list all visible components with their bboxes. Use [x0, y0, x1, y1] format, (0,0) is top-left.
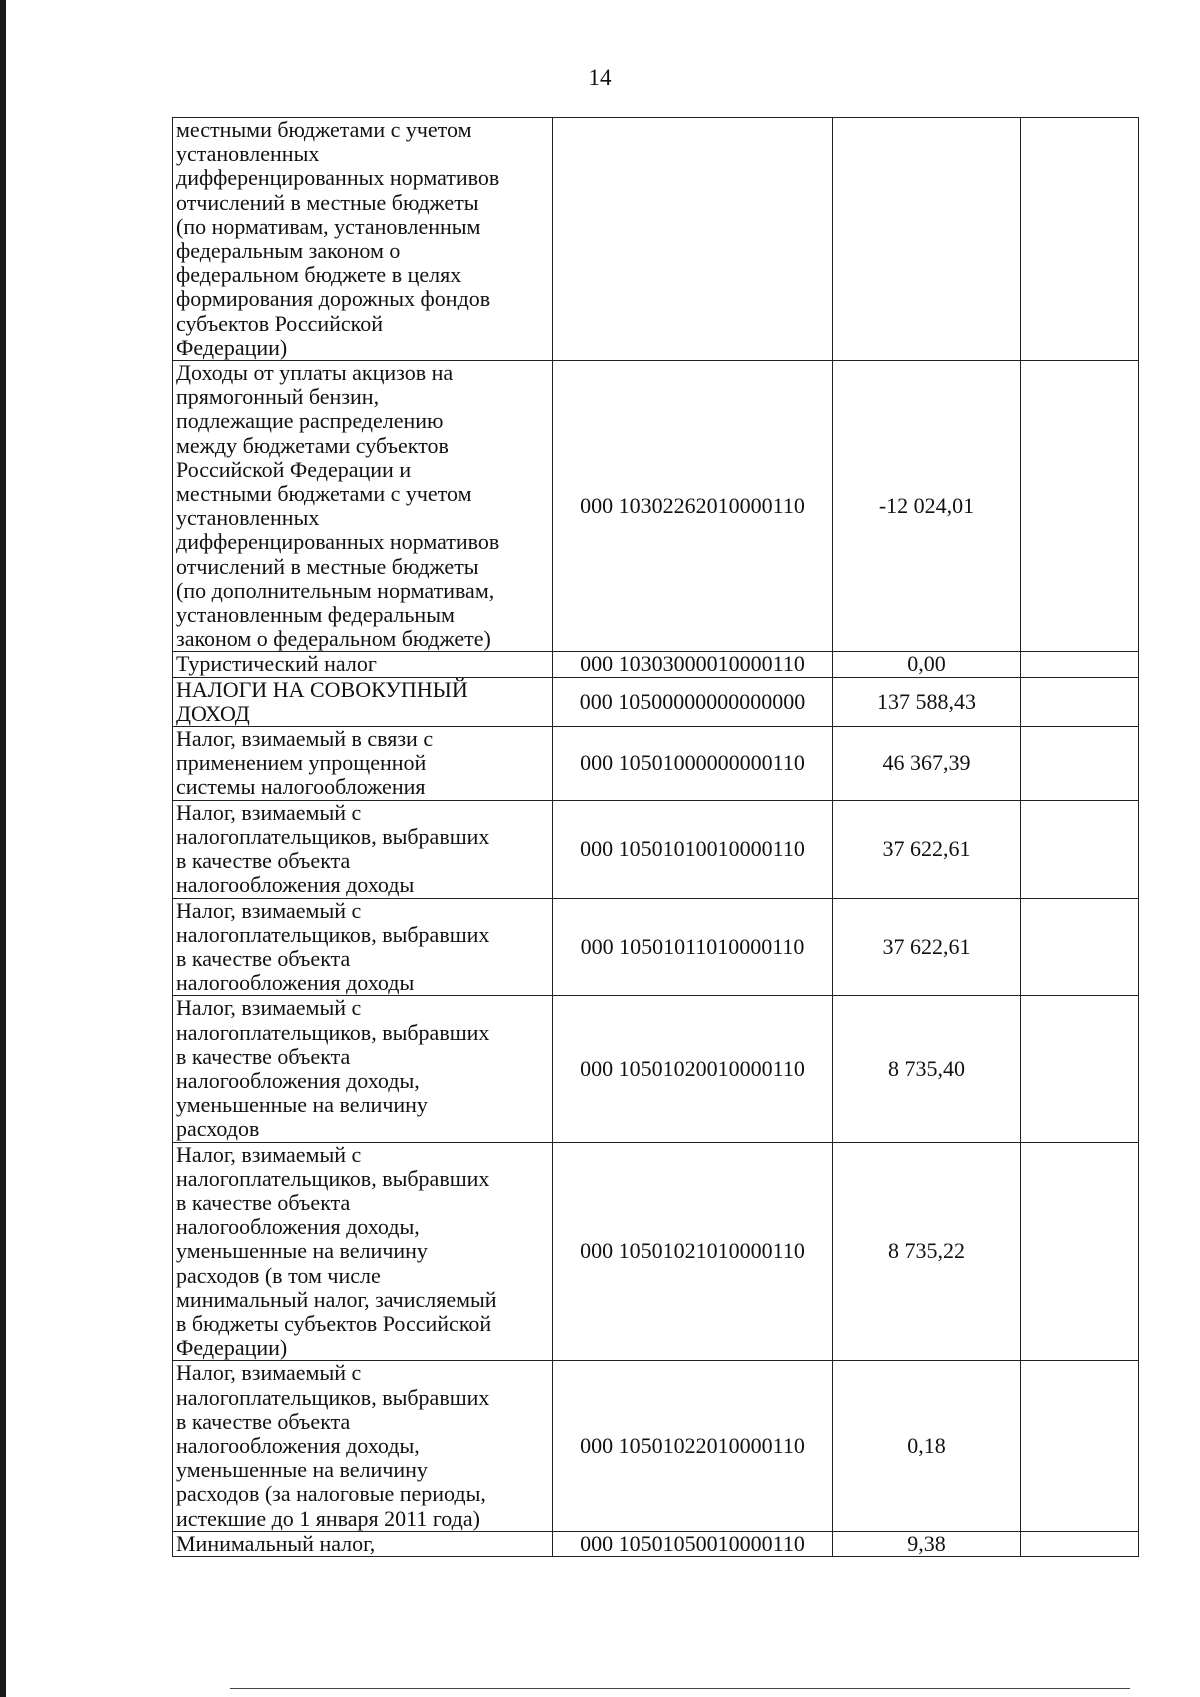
row-name-line: Налог, взимаемый с [176, 1360, 362, 1386]
row-name-line: Налог, взимаемый с [176, 897, 362, 923]
table-row [173, 677, 1139, 726]
row-extra-cell [1021, 652, 1139, 677]
row-name-line: применением упрощенной [176, 750, 427, 776]
row-name-line: минимальный налог, зачисляемый [176, 1286, 497, 1312]
row-name-cell [173, 361, 553, 652]
row-extra-cell [1021, 1142, 1139, 1361]
row-name-line: расходов (в том числе [176, 1262, 381, 1288]
row-name-line: ДОХОД [176, 700, 250, 726]
row-name-line: субъектов Российской [176, 310, 384, 336]
row-extra-cell [1021, 898, 1139, 996]
row-extra-cell [1021, 1531, 1139, 1556]
row-amount-cell: 46 367,39 [833, 727, 1021, 801]
row-name-line: налогообложения доходы [176, 970, 415, 996]
row-code-cell: 000 10501050010000110 [553, 1531, 833, 1556]
row-name-line: налогоплательщиков, выбравших [176, 1019, 490, 1045]
table-row [173, 1361, 1139, 1531]
row-name-line: Доходы от уплаты акцизов на [176, 360, 454, 386]
row-name-cell [173, 118, 553, 361]
row-amount-cell: 9,38 [833, 1531, 1021, 1556]
row-amount-cell: 8 735,40 [833, 996, 1021, 1142]
row-name-line: налогоплательщиков, выбравших [176, 1384, 490, 1410]
row-amount-cell: -12 024,01 [833, 361, 1021, 652]
row-amount-cell: 37 622,61 [833, 800, 1021, 898]
row-code-cell: 000 10500000000000000 [553, 677, 833, 726]
table-row [173, 898, 1139, 996]
row-name-line: Российской Федерации и [176, 456, 412, 482]
row-name-line: отчислений в местные бюджеты [176, 189, 479, 215]
revenue-table [172, 117, 1139, 1557]
row-name-line: в качестве объекта [176, 1408, 351, 1434]
row-extra-cell [1021, 727, 1139, 801]
row-name-line: Федерации) [176, 1335, 288, 1361]
row-name-line: дифференцированных нормативов [176, 529, 500, 555]
row-name-line: подлежащие распределению [176, 408, 444, 434]
row-name-line: системы налогообложения [176, 774, 426, 800]
row-name-cell [173, 677, 553, 726]
row-name-line: Налог, взимаемый с [176, 799, 362, 825]
row-name-line: в бюджеты субъектов Российской [176, 1310, 492, 1336]
row-name-line: дифференцированных нормативов [176, 165, 500, 191]
page-number: 14 [588, 65, 612, 90]
row-amount-cell: 0,18 [833, 1361, 1021, 1531]
table-row [173, 1142, 1139, 1361]
row-code-cell: 000 10501020010000110 [553, 996, 833, 1142]
table-row [173, 727, 1139, 801]
row-name-line: налогоплательщиков, выбравших [176, 823, 490, 849]
row-amount-cell: 137 588,43 [833, 677, 1021, 726]
row-name-line: налогообложения доходы [176, 872, 415, 898]
row-name-line: местными бюджетами с учетом [176, 117, 472, 142]
row-amount-cell: 8 735,22 [833, 1142, 1021, 1361]
row-name-cell [173, 898, 553, 996]
row-code-cell [553, 118, 833, 361]
row-name-cell [173, 996, 553, 1142]
scan-edge [0, 0, 6, 1697]
row-name-line: налогообложения доходы, [176, 1067, 420, 1093]
table-row [173, 1531, 1139, 1556]
row-name-line: в качестве объекта [176, 1189, 351, 1215]
row-name-line: установленным федеральным [176, 602, 455, 628]
row-name-line: прямогонный бензин, [176, 384, 380, 410]
row-amount-cell: 37 622,61 [833, 898, 1021, 996]
row-name-line: налогообложения доходы, [176, 1214, 420, 1240]
row-code-cell: 000 10501010010000110 [553, 800, 833, 898]
revenue-table-body [173, 118, 1139, 1557]
row-name-line: Минимальный налог, [176, 1530, 376, 1556]
row-name-line: уменьшенные на величину [176, 1092, 428, 1118]
row-name-cell [173, 1361, 553, 1531]
row-name-cell [173, 1142, 553, 1361]
row-code-cell: 000 10501000000000110 [553, 727, 833, 801]
row-name-line: Налог, взимаемый с [176, 995, 362, 1021]
row-extra-cell [1021, 118, 1139, 361]
row-name-line: в качестве объекта [176, 945, 351, 971]
row-name-line: (по дополнительным нормативам, [176, 577, 495, 603]
row-name-line: Туристический налог [176, 651, 377, 677]
row-name-line: Налог, взимаемый в связи с [176, 726, 434, 752]
table-row [173, 652, 1139, 677]
row-name-line: НАЛОГИ НА СОВОКУПНЫЙ [176, 676, 468, 702]
row-name-line: местными бюджетами с учетом [176, 481, 472, 507]
row-name-line: истекшие до 1 января 2011 года) [176, 1505, 480, 1531]
row-extra-cell [1021, 1361, 1139, 1531]
table-row [173, 800, 1139, 898]
row-extra-cell [1021, 361, 1139, 652]
row-name-line: налогоплательщиков, выбравших [176, 921, 490, 947]
row-name-line: уменьшенные на величину [176, 1238, 428, 1264]
row-code-cell: 000 10501011010000110 [553, 898, 833, 996]
row-amount-cell [833, 118, 1021, 361]
row-extra-cell [1021, 996, 1139, 1142]
row-code-cell: 000 10501021010000110 [553, 1142, 833, 1361]
row-name-line: расходов [176, 1116, 260, 1142]
row-name-line: установленных [176, 141, 320, 167]
row-name-line: между бюджетами субъектов [176, 432, 449, 458]
row-name-cell [173, 652, 553, 677]
row-name-line: федеральном бюджете в целях [176, 262, 462, 288]
row-name-line: уменьшенные на величину [176, 1457, 428, 1483]
table-row [173, 996, 1139, 1142]
row-code-cell: 000 10302262010000110 [553, 361, 833, 652]
row-name-line: расходов (за налоговые периоды, [176, 1481, 486, 1507]
row-extra-cell [1021, 800, 1139, 898]
row-name-cell [173, 727, 553, 801]
row-amount-cell: 0,00 [833, 652, 1021, 677]
table-row [173, 361, 1139, 652]
bottom-rule [230, 1688, 1130, 1689]
row-name-line: в качестве объекта [176, 848, 351, 874]
row-name-cell [173, 1531, 553, 1556]
row-name-line: налогообложения доходы, [176, 1432, 420, 1458]
row-name-line: отчислений в местные бюджеты [176, 553, 479, 579]
row-name-line: формирования дорожных фондов [176, 286, 491, 312]
row-name-line: (по нормативам, установленным [176, 213, 481, 239]
row-name-line: Налог, взимаемый с [176, 1141, 362, 1167]
row-code-cell: 000 10501022010000110 [553, 1361, 833, 1531]
row-name-line: налогоплательщиков, выбравших [176, 1165, 490, 1191]
row-name-cell [173, 800, 553, 898]
row-code-cell: 000 10303000010000110 [553, 652, 833, 677]
row-name-line: установленных [176, 505, 320, 531]
table-row [173, 118, 1139, 361]
row-name-line: Федерации) [176, 334, 288, 360]
row-name-line: законом о федеральном бюджете) [176, 626, 491, 652]
row-name-line: в качестве объекта [176, 1043, 351, 1069]
row-name-line: федеральным законом о [176, 238, 401, 264]
row-extra-cell [1021, 677, 1139, 726]
